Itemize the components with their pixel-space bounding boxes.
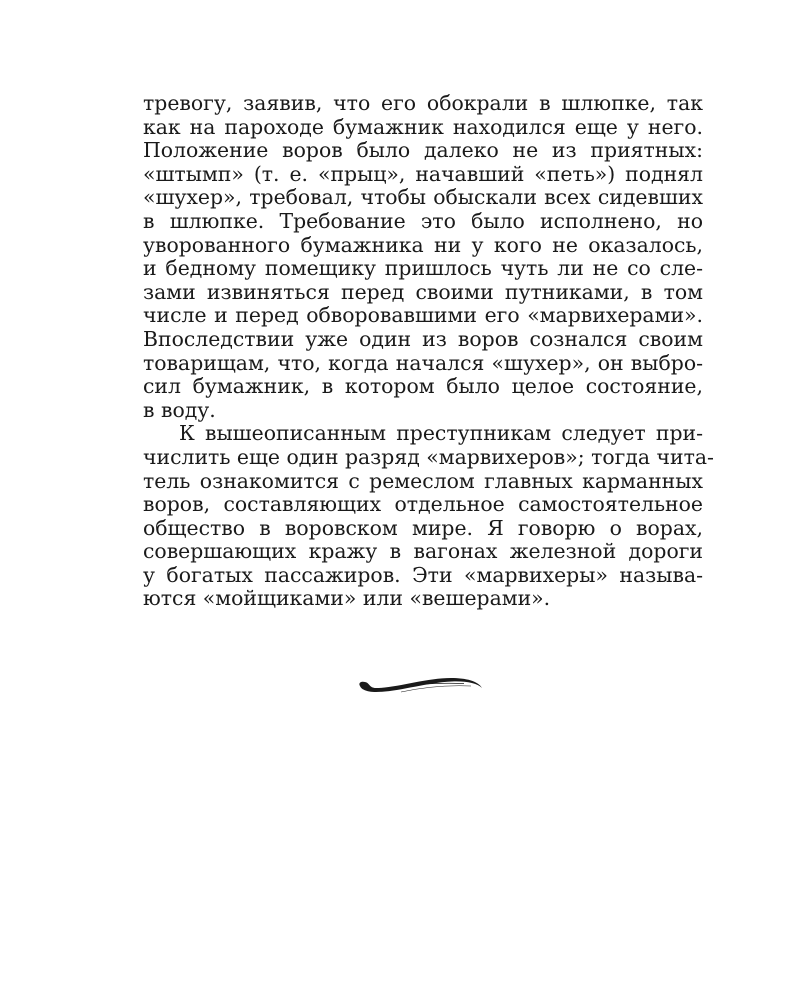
text-line: Впоследствии уже один из воров сознался своим <box>143 326 703 351</box>
text-line: тель ознакомится с ремеслом главных карманных <box>143 468 703 493</box>
text-line: уворованного бумажника ни у кого не оказалось, <box>143 232 703 257</box>
text-line: числе и перед обворовавшими его «марвихерами». <box>143 303 703 328</box>
text-line: зами извиняться перед своими путниками, в том <box>143 279 703 304</box>
text-line: ются «мойщиками» или «вешерами». <box>143 586 551 611</box>
text-line: Положение воров было далеко не из приятных: <box>143 138 703 163</box>
text-line: как на пароходе бумажник находился еще у него. <box>143 114 703 139</box>
text-line: К вышеописанным преступникам следует при- <box>179 421 703 446</box>
text-line: числить еще один разряд «марвихеров»; тогда чита- <box>143 444 714 469</box>
flourish-divider-icon <box>356 672 486 700</box>
body-text <box>143 91 714 611</box>
text-line: товарищам, что, когда начался «шухер», он выбро- <box>143 350 703 375</box>
text-line: и бедному помещику пришлось чуть ли не со сле- <box>143 256 703 281</box>
text-line: «штымп» (т. е. «прыц», начавший «петь») поднял <box>143 161 703 186</box>
text-line: у богатых пассажиров. Эти «марвихеры» называ- <box>143 562 703 587</box>
text-line: общество в воровском мире. Я говорю о ворах, <box>143 515 703 540</box>
paragraph-2 <box>143 421 714 611</box>
text-line: совершающих кражу в вагонах железной дороги <box>143 539 703 564</box>
text-line: «шухер», требовал, чтобы обыскали всех сидевших <box>143 185 703 210</box>
text-line: воров, составляющих отдельное самостоятельное <box>143 492 703 517</box>
text-line: сил бумажник, в котором было целое состояние, <box>143 374 703 399</box>
text-line: в шлюпке. Требование это было исполнено, но <box>143 208 703 233</box>
text-line: тревогу, заявив, что его обокрали в шлюпке, так <box>143 91 703 115</box>
paragraph-1 <box>143 92 703 422</box>
text-line: в воду. <box>143 397 216 422</box>
